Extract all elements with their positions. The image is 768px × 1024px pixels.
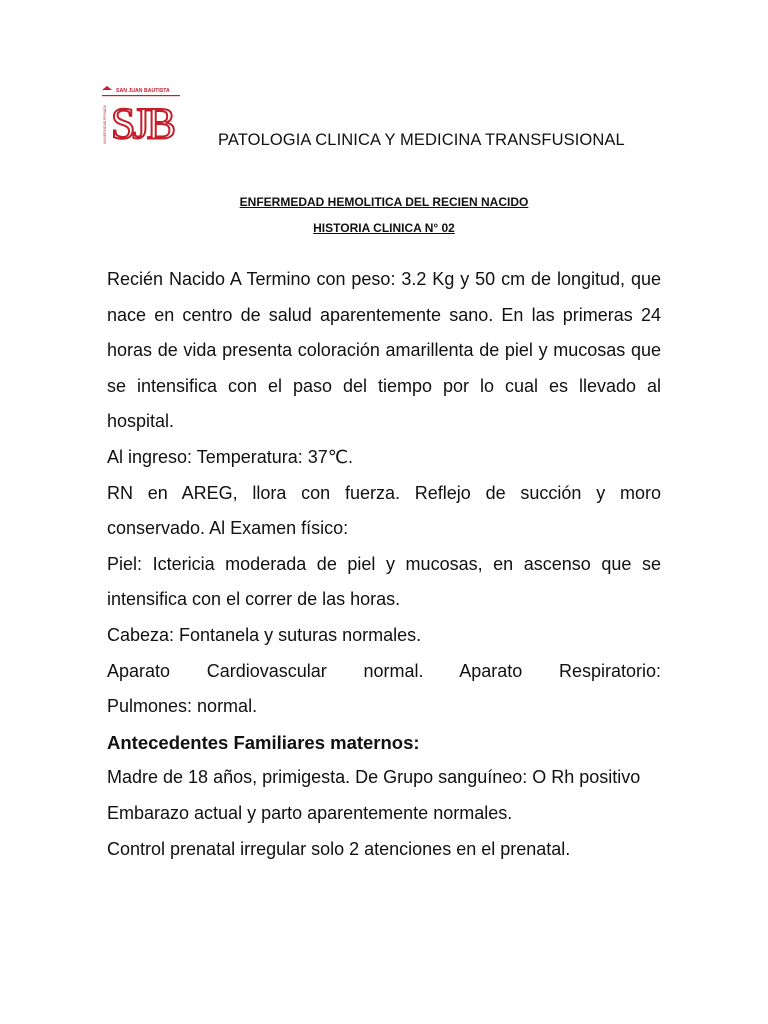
aparato-line-1: Aparato Cardiovascular normal. Aparato Respiratorio: (107, 660, 661, 681)
madre-paragraph: Madre de 18 años, primigesta. De Grupo sanguíneo: O Rh positivo (107, 767, 641, 788)
university-logo (102, 86, 182, 148)
antecedentes-heading: Antecedentes Familiares maternos: (107, 731, 420, 753)
logo-letters: SJB (111, 99, 173, 148)
logo-side-text: UNIVERSIDAD PRIVADA (103, 105, 107, 144)
clinical-history-body (107, 262, 661, 867)
control-line: Control prenatal irregular solo 2 atenciones en el prenatal. (107, 838, 571, 859)
department-title: PATOLOGIA CLINICA Y MEDICINA TRANSFUSIONAL (218, 131, 625, 149)
piel-paragraph: Piel: Ictericia moderada de piel y mucosas, en ascenso que se intensifica con el correr de las horas. (107, 553, 661, 610)
case-number: HISTORIA CLINICA N° 02 (313, 221, 455, 235)
logo-top-text: SAN JUAN BAUTISTA (116, 88, 170, 94)
document-subtitle: ENFERMEDAD HEMOLITICA DEL RECIEN NACIDO (239, 195, 529, 209)
ingreso-line: Al ingreso: Temperatura: 37℃. (107, 446, 354, 467)
embarazo-line: Embarazo actual y parto aparentemente normales. (107, 802, 513, 823)
aparato-line-2: Pulmones: normal. (107, 696, 258, 717)
intro-paragraph: Recién Nacido A Termino con peso: 3.2 Kg y 50 cm de longitud, que nace en centro de salud aparentemente sano. En las primeras 24 horas de vida presenta coloración amarillenta de piel y mucosas que se intensifica con el paso del tiempo por lo cual es llevado al hospital. (107, 269, 661, 432)
cabeza-line: Cabeza: Fontanela y suturas normales. (107, 624, 422, 645)
estado-paragraph: RN en AREG, llora con fuerza. Reflejo de succión y moro conservado. Al Examen físico: (107, 482, 661, 539)
